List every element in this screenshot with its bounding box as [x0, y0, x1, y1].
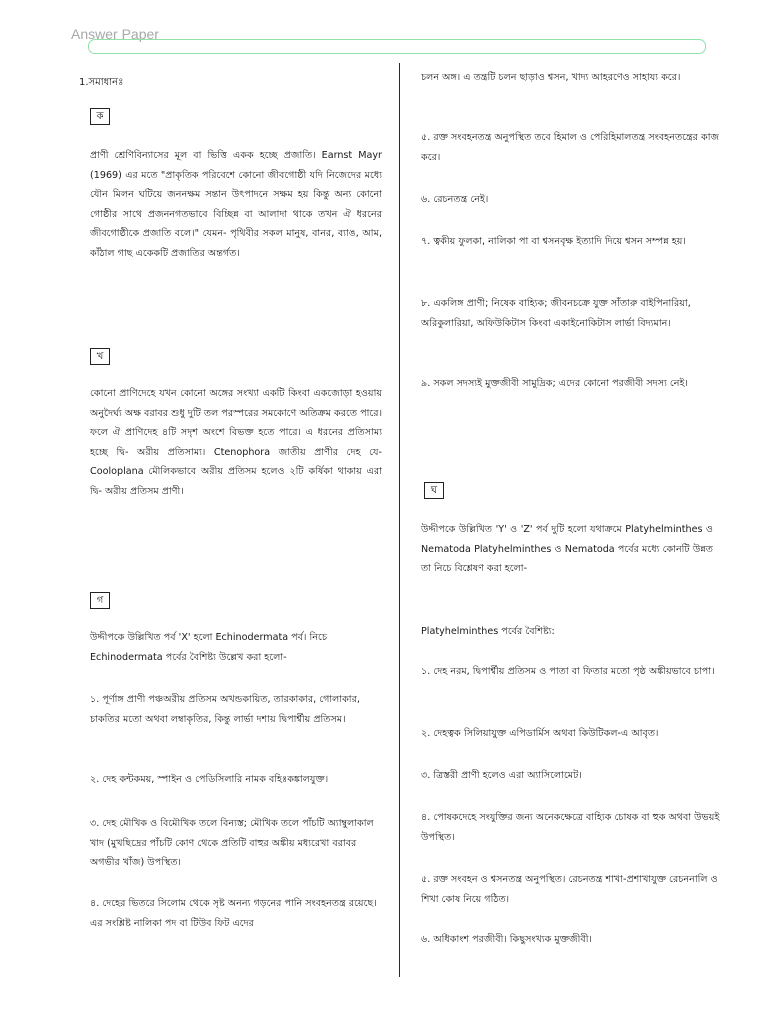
section-gha-point-5: ৫. রক্ত সংবহন ও শ্বসনতন্ত্র অনুপস্থিত। রেচনতন্ত্র শাখা-প্রশাখাযুক্ত রেচননালি ও শিখা কোষ নিয়ে গঠিত। [421, 874, 718, 905]
section-ga-intro: উদ্দীপকে উল্লিখিত পর্ব 'X' হলো Echinodermata পর্ব। নিচে Echinodermata পর্বের বৈশিষ্ট্য উল্লেখ করা হলো- [90, 632, 328, 663]
section-ka-box: ক [90, 108, 110, 125]
section-gha-point-1: ১. দেহ নরম, দ্বিপার্শ্বীয় প্রতিসম ও পাতা বা ফিতার মতো পৃষ্ঠ অঙ্কীয়ভাবে চাপা। [421, 666, 715, 677]
question-label: 1.সমাধানঃ [79, 77, 124, 88]
answer-paper-title: Answer Paper [71, 26, 159, 42]
section-gha-box: ঘ [424, 482, 444, 499]
section-ga-point-8: ৮. একলিঙ্গ প্রাণী; নিষেক বাহ্যিক; জীবনচক্রে যুক্ত সাঁতারু বাইপিনারিয়া, অরিকুলারিয়া, অফিউকিটাস কিংবা একাইনোকিটাস লার্ভা বিদ্যমান। [421, 298, 691, 329]
section-ga-point-4-cont: চলন অঙ্গ। এ তন্ত্রটি চলন ছাড়াও শ্বসন, খাদ্য আহরণেও সাহায্য করে। [421, 72, 681, 83]
section-ka-paragraph: প্রাণী শ্রেণিবিন্যাসের মূল বা ভিত্তি একক হচ্ছে প্রজাতি। Earnst Mayr (1969) এর মতে "প্রাকৃতিক পরিবেশে কোনো জীবগোষ্ঠী যদি নিজেদের মধ্যে যৌন মিলন ঘটিয়ে জননক্ষম সন্তান উৎপাদনে সক্ষম হয় কিন্তু অন্য কোনো গোষ্ঠীর সাথে প্রজননগতভাবে বিচ্ছিন্ন বা আলাদা থাকে তখন ঐ ধরনের জীবগোষ্ঠীকে প্রজাতি বলে।" যেমন- পৃথিবীর সকল মানুষ, বানর, ব্যাঙ, আম, কাঁঠাল গাছ একেকটি প্রজাতির অন্তর্গত। [90, 150, 382, 259]
section-gha-point-3: ৩. ত্রিস্তরী প্রাণী হলেও এরা অ্যাসিলোমেট। [421, 770, 582, 781]
answer-input-field[interactable] [88, 39, 706, 54]
section-ga-point-9: ৯. সকল সদস্যই মুক্তজীবী সামুদ্রিক; এদের কোনো পরজীবী সদস্য নেই। [421, 378, 688, 389]
section-ga-point-1: ১. পূর্ণাঙ্গ প্রাণী পঞ্চঅরীয় প্রতিসম অখন্ডকায়িত, তারকাকার, গোলাকার, চাকতির মতো অথবা লম্বাকৃতির, কিন্তু লার্ভা দশায় দ্বিপার্শ্বীয় প্রতিসম। [90, 694, 360, 725]
column-divider [399, 63, 400, 977]
section-ga-point-5: ৫. রক্ত সংবহনতন্ত্র অনুপস্থিত তবে হিমাল ও পেরিহিমালতন্ত্র সংবহনতন্ত্রের কাজ করে। [421, 132, 720, 163]
section-gha-intro: উদ্দীপকে উল্লিখিত 'Y' ও 'Z' পর্ব দুটি হলো যথাক্রমে Platyhelminthes ও Nematoda Platyhelminthes ও Nematoda পর্বের মধ্যে কোনটি উন্নত তা নিচে বিশ্লেষণ করা হলো- [421, 524, 713, 574]
section-ga-point-2: ২. দেহ কন্টকময়, স্পাইন ও পেডিসিলারি নামক বহিঃকঙ্কালযুক্ত। [90, 774, 329, 785]
section-ga-box: গ [90, 592, 110, 609]
section-ga-point-4: ৪. দেহের ভিতরে সিলোম থেকে সৃষ্ট অনন্য গড়নের পানি সংবহনতন্ত্র রয়েছে। এর সংশ্লিষ্ট নালিকা পদ বা টিউব ফিট এদের [90, 898, 377, 929]
section-ga-point-3: ৩. দেহ মৌখিক ও বিমৌখিক তলে বিন্যস্ত; মৌখিক তলে পাঁচটি অ্যাম্বুলাকাল খাদ (মুখছিদ্রের পাঁচটি কোণ থেকে প্রতিটি বাহুর অঙ্কীয় মধ্যরেখা বরাবর অগভীর খাঁজ) উপস্থিত। [90, 818, 374, 868]
section-gha-point-4: ৪. পোষকদেহে সংযুক্তির জন্য অনেকক্ষেত্রে বাহ্যিক চোষক বা হুক অথবা উভয়ই উপস্থিত। [421, 812, 720, 843]
section-kha-box: খ [90, 348, 110, 365]
section-ga-point-7: ৭. ত্বকীয় ফুলকা, নালিকা পা বা শ্বসনবৃক্ষ ইত্যাদি দিয়ে শ্বসন সম্পন্ন হয়। [421, 236, 686, 247]
section-ga-point-6: ৬. রেচনতন্ত্র নেই। [421, 194, 489, 205]
section-kha-paragraph: কোনো প্রাণিদেহে যখন কোনো অঙ্গের সংখ্যা একটি কিংবা একজোড়া হওয়ায় অনুদৈর্ঘ্য অক্ষ বরাবর শুধু দুটি তল পরস্পরের সমকোণে অতিক্রম করতে পারে। ফলে ঐ প্রাণিদেহ ৪টি সদৃশ অংশে বিভক্ত হতে পারে। এ ধরনের প্রতিসাম্য হচ্ছে দ্বি- অরীয় প্রতিসাম্য। Ctenophora জাতীয় প্রাণীর দেহ যে- Cooloplana মৌলিকভাবে অরীয় প্রতিসম হলেও ২টি কর্ষিকা থাকায় এরা দ্বি- অরীয় প্রতিসম প্রাণী। [90, 388, 382, 497]
section-gha-point-2: ২. দেহত্বক সিলিয়াযুক্ত এপিডার্মিস অথবা কিউটিকল-এ আবৃত। [421, 728, 659, 739]
section-gha-point-6: ৬. অধিকাংশ পরজীবী। কিছুসংখ্যক মুক্তজীবী। [421, 934, 592, 945]
section-gha-subheading: Platyhelminthes পর্বের বৈশিষ্ট্য: [421, 626, 555, 637]
